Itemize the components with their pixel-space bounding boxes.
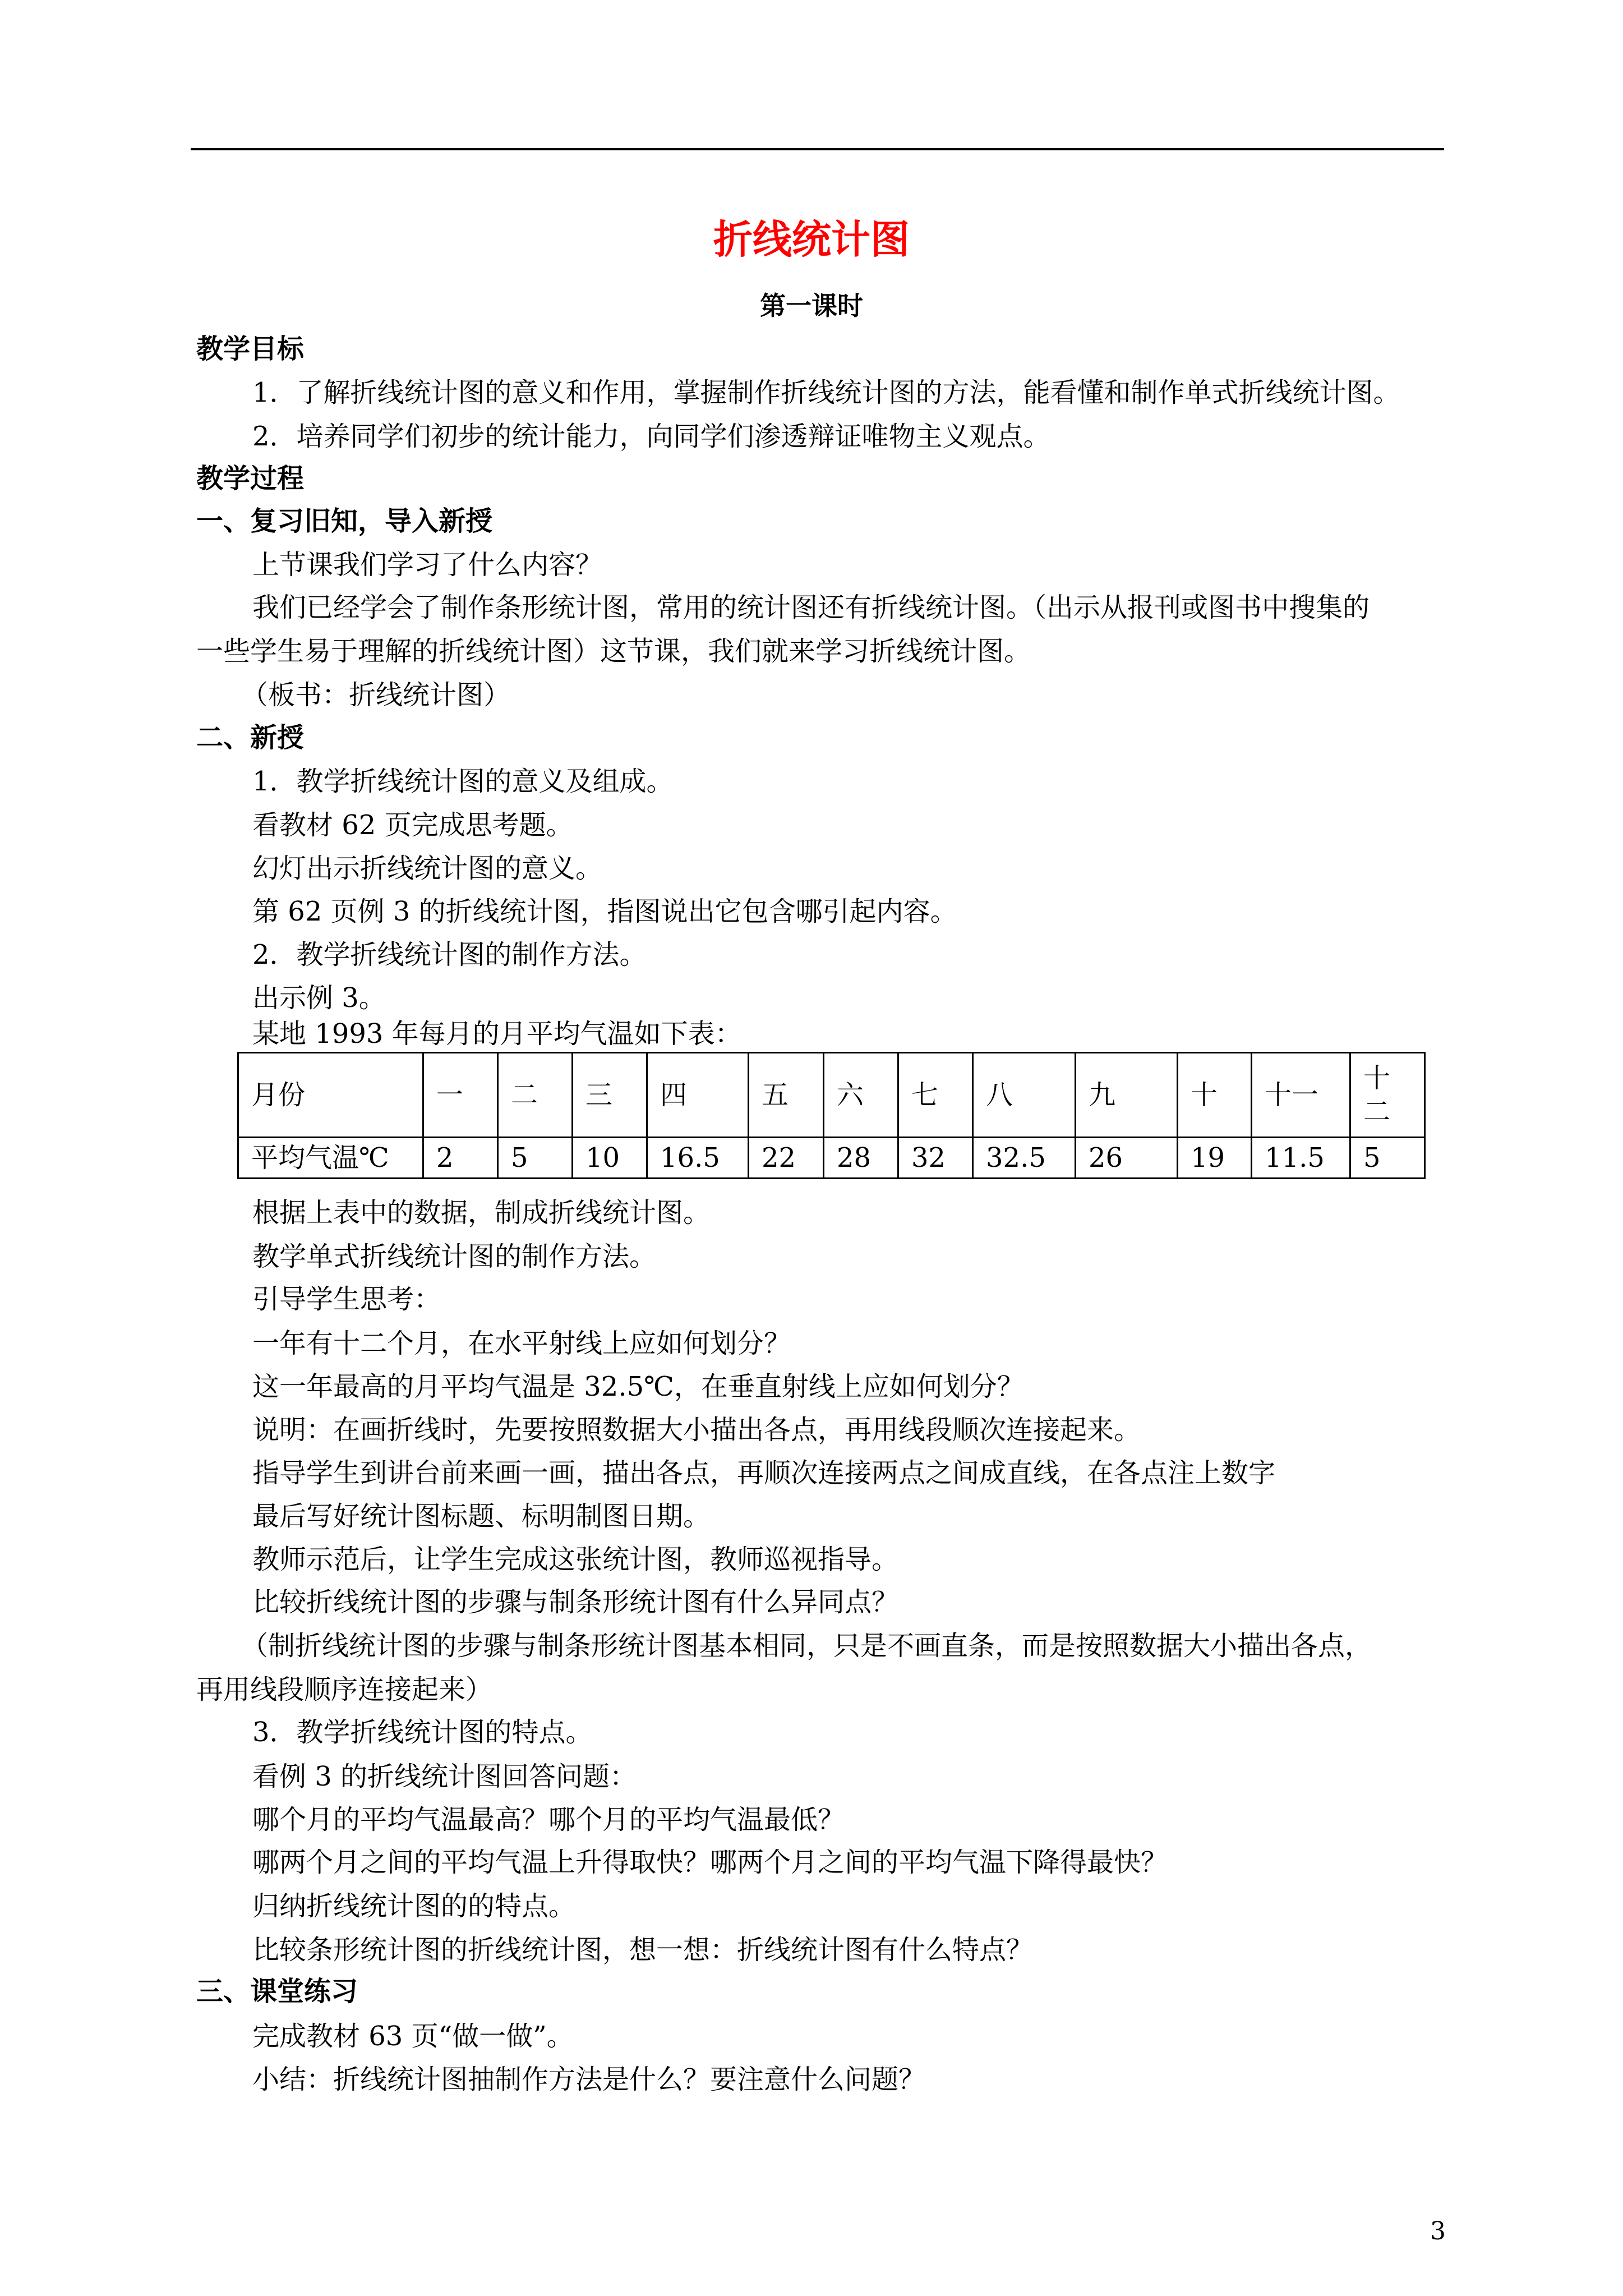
table-header-temperature: 平均气温℃	[238, 1138, 423, 1179]
lesson-subtitle: 第一课时	[760, 291, 863, 321]
paragraph: 出示例 3。	[252, 982, 386, 1014]
paragraph: 比较折线统计图的步骤与制条形统计图有什么异同点？	[252, 1586, 899, 1618]
paragraph: 一年有十二个月，在水平射线上应如何划分？	[252, 1328, 791, 1359]
page-number: 3	[1430, 2217, 1446, 2246]
month-12-top: 十	[1363, 1062, 1391, 1094]
table-cell-temp: 5	[1350, 1138, 1425, 1179]
table-cell-month: 十	[1178, 1053, 1252, 1138]
table-cell-month: 一	[423, 1053, 498, 1138]
paragraph: 3．教学折线统计图的特点。	[252, 1717, 593, 1748]
paragraph: 看教材 62 页完成思考题。	[252, 809, 573, 841]
objective-2: 2．培养同学们初步的统计能力，向同学们渗透辩证唯物主义观点。	[252, 421, 1050, 452]
table-cell-temp: 11.5	[1252, 1138, 1350, 1179]
paragraph: 看例 3 的折线统计图回答问题：	[252, 1761, 637, 1792]
paragraph: 这一年最高的月平均气温是 32.5℃，在垂直射线上应如何划分？	[252, 1371, 1024, 1402]
table-cell-temp: 32	[898, 1138, 973, 1179]
page-title: 折线统计图	[713, 216, 910, 263]
table-cell-temp: 10	[573, 1138, 647, 1179]
paragraph: 哪个月的平均气温最高？哪个月的平均气温最低？	[252, 1804, 845, 1835]
paragraph: 再用线段顺序连接起来）	[196, 1674, 493, 1705]
month-12-bottom: 二	[1363, 1096, 1391, 1128]
paragraph: 2．教学折线统计图的制作方法。	[252, 939, 647, 970]
table-cell-month: 三	[573, 1053, 647, 1138]
table-row	[238, 1053, 1425, 1138]
paragraph: 教学单式折线统计图的制作方法。	[252, 1241, 657, 1272]
paragraph: 上节课我们学习了什么内容？	[252, 549, 603, 581]
table-cell-month: 六	[824, 1053, 898, 1138]
paragraph: 我们已经学会了制作条形统计图，常用的统计图还有折线统计图。（出示从报刊或图书中搜集的	[252, 592, 1370, 623]
table-cell-month: 八	[973, 1053, 1076, 1138]
paragraph: 根据上表中的数据，制成折线统计图。	[252, 1197, 711, 1228]
table-cell-temp: 22	[749, 1138, 824, 1179]
paragraph: 归纳折线统计图的的特点。	[252, 1890, 576, 1922]
paragraph: 最后写好统计图标题、标明制图日期。	[252, 1501, 711, 1532]
table-cell-month: 七	[898, 1053, 973, 1138]
paragraph: 引导学生思考：	[252, 1283, 441, 1315]
paragraph: 一些学生易于理解的折线统计图）这节课，我们就来学习折线统计图。	[196, 636, 1031, 667]
section-3-heading: 三、课堂练习	[196, 1976, 358, 2007]
table-row	[238, 1138, 1425, 1179]
table-cell-temp: 32.5	[973, 1138, 1076, 1179]
heading-process: 教学过程	[196, 463, 305, 494]
table-cell-temp: 26	[1076, 1138, 1178, 1179]
table-cell-month: 九	[1076, 1053, 1178, 1138]
paragraph: 完成教材 63 页“做一做”。	[252, 2021, 574, 2052]
paragraph: 小结：折线统计图抽制作方法是什么？要注意什么问题？	[252, 2064, 926, 2095]
paragraph: 比较条形统计图的折线统计图，想一想：折线统计图有什么特点？	[252, 1934, 1034, 1966]
paragraph: 某地 1993 年每月的月平均气温如下表：	[252, 1018, 742, 1050]
header-rule	[191, 148, 1444, 150]
paragraph: （制折线统计图的步骤与制条形统计图基本相同，只是不画直条，而是按照数据大小描出各点，	[241, 1630, 1372, 1662]
table-cell-temp: 2	[423, 1138, 498, 1179]
heading-objectives: 教学目标	[196, 333, 305, 365]
section-2-heading: 二、新授	[196, 722, 305, 753]
table-cell-temp: 5	[498, 1138, 573, 1179]
table-cell-month: 四	[647, 1053, 749, 1138]
table-cell-month-12	[1350, 1053, 1425, 1138]
table-cell-month: 十一	[1252, 1053, 1350, 1138]
paragraph: 第 62 页例 3 的折线统计图，指图说出它包含哪引起内容。	[252, 896, 957, 927]
paragraph: （板书：折线统计图）	[241, 679, 511, 711]
table-cell-month: 五	[749, 1053, 824, 1138]
paragraph: 幻灯出示折线统计图的意义。	[252, 853, 603, 884]
paragraph: 说明：在画折线时，先要按照数据大小描出各点，再用线段顺次连接起来。	[252, 1414, 1141, 1446]
section-1-heading: 一、复习旧知，导入新授	[196, 505, 493, 537]
table-cell-temp: 16.5	[647, 1138, 749, 1179]
table-cell-temp: 28	[824, 1138, 898, 1179]
paragraph: 哪两个月之间的平均气温上升得取快？哪两个月之间的平均气温下降得最快？	[252, 1847, 1168, 1878]
table-header-month: 月份	[238, 1053, 423, 1138]
paragraph: 1．教学折线统计图的意义及组成。	[252, 766, 674, 797]
table-cell-month: 二	[498, 1053, 573, 1138]
paragraph: 教师示范后，让学生完成这张统计图，教师巡视指导。	[252, 1544, 899, 1575]
table-cell-temp: 19	[1178, 1138, 1252, 1179]
objective-1: 1．了解折线统计图的意义和作用，掌握制作折线统计图的方法，能看懂和制作单式折线统计图。	[252, 377, 1400, 408]
temperature-table	[237, 1052, 1426, 1179]
paragraph: 指导学生到讲台前来画一画，描出各点，再顺次连接两点之间成直线，在各点注上数字	[252, 1457, 1276, 1489]
